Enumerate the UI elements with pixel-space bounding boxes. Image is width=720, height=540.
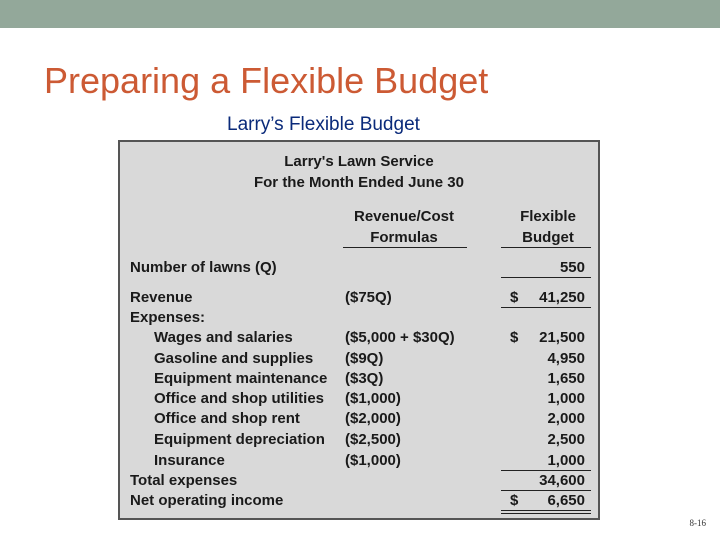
budget-header-line2: Budget <box>522 229 574 246</box>
expense-formula: ($2,500) <box>345 431 401 448</box>
top-color-band <box>0 0 720 28</box>
formula-header-line1: Revenue/Cost <box>353 208 455 225</box>
total-expenses-value: 34,600 <box>539 472 585 489</box>
net-income-label: Net operating income <box>130 492 284 509</box>
slide-subtitle: Larry’s Flexible Budget <box>227 114 420 135</box>
revenue-value: 41,250 <box>539 289 585 306</box>
expense-label: Equipment depreciation <box>154 431 325 448</box>
net-income-currency: $ <box>510 492 519 509</box>
revenue-formula: ($75Q) <box>345 289 392 306</box>
page-number: 8-16 <box>689 518 706 528</box>
expense-formula: ($3Q) <box>345 370 384 387</box>
expense-currency: $ <box>510 329 519 346</box>
activity-value: 550 <box>559 259 585 276</box>
expense-formula: ($9Q) <box>345 350 384 367</box>
expense-formula: ($5,000 + $30Q) <box>345 329 455 346</box>
expense-label: Office and shop rent <box>154 410 300 427</box>
net-income-value: 6,650 <box>547 492 585 509</box>
expense-value: 21,500 <box>539 329 585 346</box>
slide-title: Preparing a Flexible Budget <box>44 60 489 101</box>
activity-label: Number of lawns (Q) <box>130 259 277 276</box>
expense-formula: ($2,000) <box>345 410 401 427</box>
expense-value: 2,500 <box>547 431 585 448</box>
expense-label: Equipment maintenance <box>154 370 328 387</box>
total-expenses-label: Total expenses <box>130 472 238 489</box>
expense-label: Wages and salaries <box>154 329 293 346</box>
activity-rule <box>501 277 591 278</box>
budget-header-line1: Flexible <box>520 208 576 225</box>
expense-value: 4,950 <box>547 350 585 367</box>
expense-value: 1,000 <box>547 452 585 469</box>
report-period: For the Month Ended June 30 <box>253 174 464 191</box>
revenue-rule <box>501 307 591 308</box>
total-expenses-rule <box>501 490 591 491</box>
expense-value: 2,000 <box>547 410 585 427</box>
formula-header-line2: Formulas <box>370 229 438 246</box>
company-name: Larry's Lawn Service <box>284 153 434 170</box>
revenue-label: Revenue <box>130 289 193 306</box>
expense-value: 1,000 <box>547 390 585 407</box>
expense-formula: ($1,000) <box>345 452 401 469</box>
expense-label: Insurance <box>154 452 225 469</box>
formula-header-rule <box>343 247 467 248</box>
expense-label: Gasoline and supplies <box>154 350 314 367</box>
expense-value: 1,650 <box>547 370 585 387</box>
flexible-budget-table <box>118 140 600 520</box>
revenue-currency: $ <box>510 289 519 306</box>
budget-header-rule <box>501 247 591 248</box>
expenses-label: Expenses: <box>130 309 206 326</box>
net-income-double-rule <box>501 510 591 514</box>
expenses-subtotal-rule <box>501 470 591 471</box>
expense-label: Office and shop utilities <box>154 390 325 407</box>
expense-formula: ($1,000) <box>345 390 401 407</box>
